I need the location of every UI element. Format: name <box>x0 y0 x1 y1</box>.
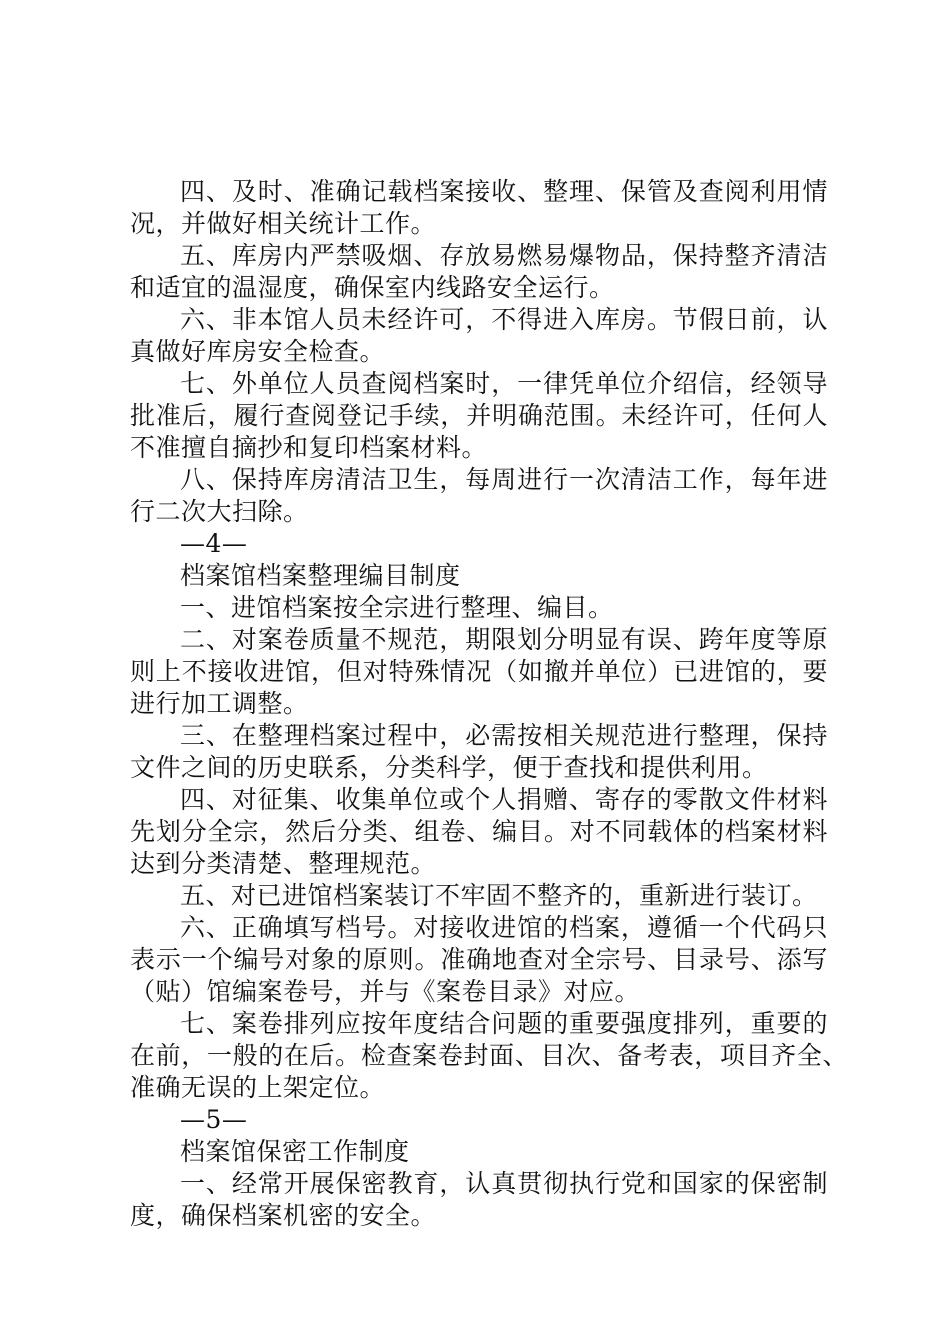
text-line: 则上不接收进馆，但对特殊情况（如撤并单位）已进馆的，要 <box>130 657 828 686</box>
text-line: 在前，一般的在后。检查案卷封面、目次、备考表，项目齐全、 <box>130 1041 848 1070</box>
section-title: 档案馆保密工作制度 <box>180 1137 410 1166</box>
text-line: 五、库房内严禁吸烟、存放易燃易爆物品，保持整齐清洁 <box>180 241 828 270</box>
text-line: 七、外单位人员查阅档案时，一律凭单位介绍信，经领导 <box>180 369 828 398</box>
text-line: 达到分类清楚、整理规范。 <box>130 849 437 878</box>
section-title: 档案馆档案整理编目制度 <box>180 561 461 590</box>
text-line: 表示一个编号对象的原则。准确地查对全宗号、目录号、添写 <box>130 945 828 974</box>
page-number: —4— <box>180 529 248 558</box>
text-line: 八、保持库房清洁卫生，每周进行一次清洁工作，每年进 <box>180 465 828 494</box>
text-line: 度，确保档案机密的安全。 <box>130 1201 437 1230</box>
text-line: 进行加工调整。 <box>130 689 309 718</box>
text-line: 一、经常开展保密教育，认真贯彻执行党和国家的保密制 <box>180 1169 828 1198</box>
text-line: 六、非本馆人员未经许可，不得进入库房。节假日前，认 <box>180 305 828 334</box>
text-line: 况，并做好相关统计工作。 <box>130 209 437 238</box>
text-line: 四、对征集、收集单位或个人捐赠、寄存的零散文件材料 <box>180 785 828 814</box>
text-line: 行二次大扫除。 <box>130 497 309 526</box>
text-line: 七、案卷排列应按年度结合问题的重要强度排列，重要的 <box>180 1009 828 1038</box>
text-line: 和适宜的温湿度，确保室内线路安全运行。 <box>130 273 615 302</box>
text-line: 三、在整理档案过程中，必需按相关规范进行整理，保持 <box>180 721 828 750</box>
text-line: 四、及时、准确记载档案接收、整理、保管及查阅利用情 <box>180 177 828 206</box>
text-line: 五、对已进馆档案装订不牢固不整齐的，重新进行装订。 <box>180 881 818 910</box>
text-line: 批准后，履行查阅登记手续，并明确范围。未经许可，任何人 <box>130 401 828 430</box>
page-number: —5— <box>180 1105 248 1134</box>
text-line: 文件之间的历史联系，分类科学，便于查找和提供利用。 <box>130 753 768 782</box>
text-line: 六、正确填写档号。对接收进馆的档案，遵循一个代码只 <box>180 913 828 942</box>
text-line: 二、对案卷质量不规范，期限划分明显有误、跨年度等原 <box>180 625 828 654</box>
text-line: 真做好库房安全检查。 <box>130 337 386 366</box>
text-line: 不准擅自摘抄和复印档案材料。 <box>130 433 488 462</box>
text-line: （贴）馆编案卷号，并与《案卷目录》对应。 <box>130 977 641 1006</box>
text-line: 一、进馆档案按全宗进行整理、编目。 <box>180 593 614 622</box>
text-line: 准确无误的上架定位。 <box>130 1073 386 1102</box>
text-line: 先划分全宗，然后分类、组卷、编目。对不同载体的档案材料 <box>130 817 828 846</box>
